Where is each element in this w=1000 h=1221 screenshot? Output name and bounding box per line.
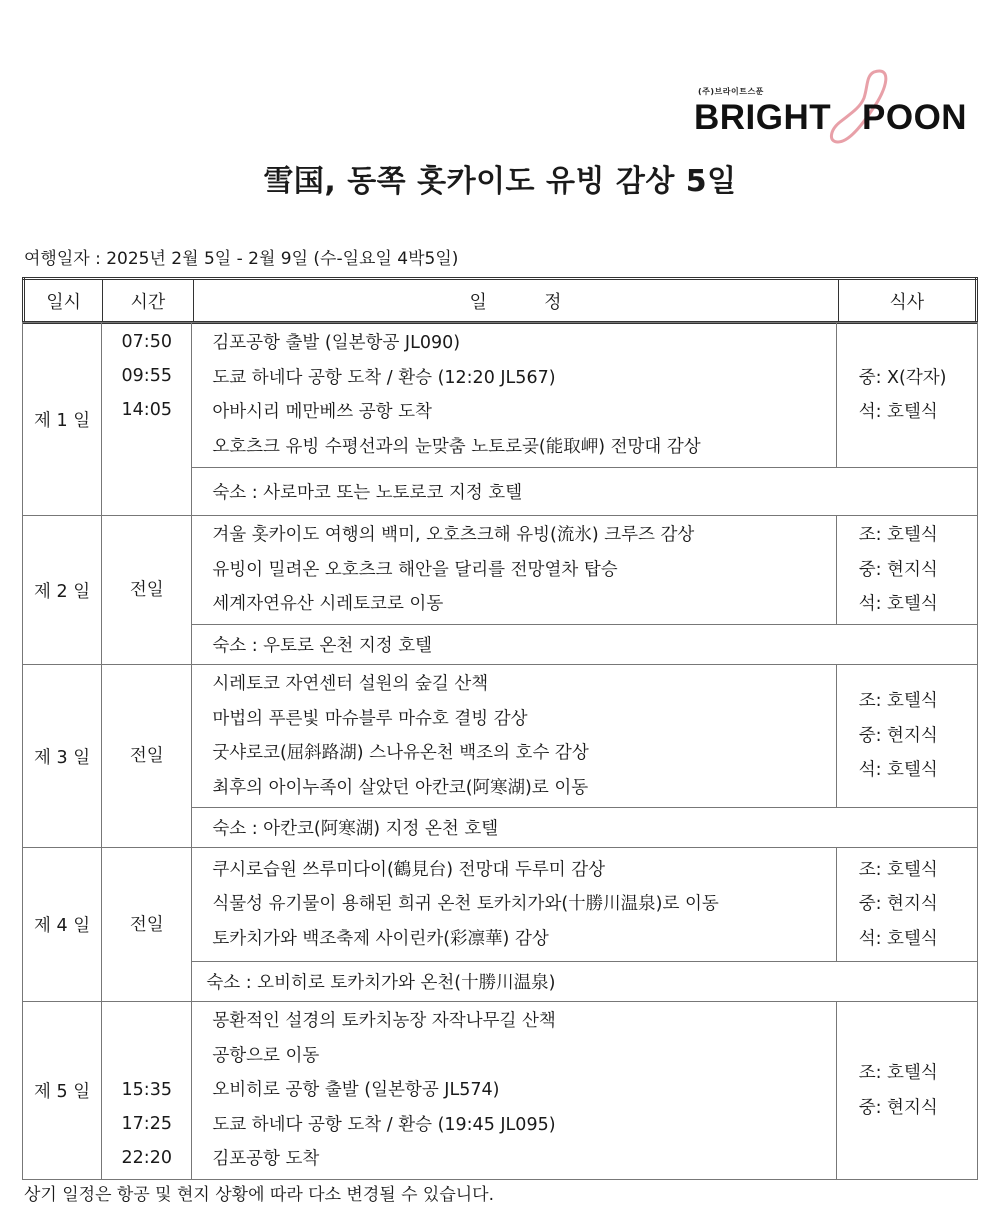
table-row bbox=[23, 516, 978, 625]
schedule-table bbox=[22, 322, 978, 1180]
list-item: 겨울 홋카이도 여행의 백미, 오호츠크해 유빙(流氷) 크루즈 감상 bbox=[212, 525, 695, 546]
meal-item: 석: 호텔식 bbox=[858, 402, 938, 422]
page-title: 雪国, 동쪽 홋카이도 유빙 감상 5일 bbox=[263, 164, 737, 199]
meal-item: 석: 호텔식 bbox=[858, 760, 938, 781]
meal-item: 중: 현지식 bbox=[858, 725, 938, 746]
table-row bbox=[23, 848, 978, 962]
day-meals bbox=[836, 848, 977, 962]
brand-word-poon: POON bbox=[862, 98, 968, 137]
brand-company-name: (주)브라이트스푼 bbox=[698, 87, 764, 96]
meal-item: 중: X(각자) bbox=[858, 367, 947, 388]
table-row bbox=[23, 665, 978, 808]
list-item: 쿠시로습원 쓰루미다이(鶴見台) 전망대 두루미 감상 bbox=[212, 859, 606, 880]
list-item: 도쿄 하네다 공항 도착 / 환승 (19:45 JL095) bbox=[212, 1114, 556, 1135]
brand-logo bbox=[692, 68, 968, 148]
list-item: 토카치가와 백조축제 사이린카(彩凛華) 감상 bbox=[212, 928, 549, 949]
list-item: 세계자연유산 시레토코로 이동 bbox=[212, 594, 444, 615]
day-items bbox=[192, 848, 836, 962]
day-label: 제 5 일 bbox=[23, 1002, 102, 1180]
day-items bbox=[192, 665, 836, 808]
day-times bbox=[102, 1002, 192, 1180]
list-item: 아바시리 메만베쓰 공항 도착 bbox=[212, 402, 432, 422]
meal-item: 조: 호텔식 bbox=[858, 859, 938, 880]
footer-note: 상기 일정은 항공 및 현지 상황에 따라 다소 변경될 수 있습니다. bbox=[24, 1185, 494, 1205]
schedule-header bbox=[22, 277, 978, 324]
header-meal: 식사 bbox=[838, 279, 976, 323]
meal-item: 중: 현지식 bbox=[858, 559, 938, 580]
meal-item: 조: 호텔식 bbox=[858, 525, 938, 546]
meal-item: 석: 호텔식 bbox=[858, 928, 938, 949]
table-row bbox=[23, 323, 978, 468]
meal-item: 조: 호텔식 bbox=[858, 691, 938, 712]
list-item: 식물성 유기물이 용해된 희귀 온천 토카치가와(十勝川温泉)로 이동 bbox=[212, 894, 719, 915]
list-item: 마법의 푸른빛 마슈블루 마슈호 결빙 감상 bbox=[212, 708, 528, 729]
day-items bbox=[192, 323, 836, 468]
header-schedule: 일 정 bbox=[193, 279, 838, 323]
meal-item: 석: 호텔식 bbox=[858, 594, 938, 615]
list-item: 유빙이 밀려온 오호츠크 해안을 달리를 전망열차 탑승 bbox=[212, 559, 618, 580]
day-items bbox=[192, 516, 836, 625]
day-times: 전일 bbox=[102, 848, 192, 1002]
meal-item: 조: 호텔식 bbox=[858, 1063, 938, 1083]
list-item: 굿샤로코(屈斜路湖) 스나유온천 백조의 호수 감상 bbox=[212, 743, 589, 763]
day-label: 제 2 일 bbox=[23, 516, 102, 665]
brand-word-bright: BRIGHT bbox=[694, 98, 832, 137]
list-item: 김포공항 도착 bbox=[212, 1149, 320, 1170]
list-item: 김포공항 출발 (일본항공 JL090) bbox=[212, 333, 461, 353]
list-item: 최후의 아이누족이 살았던 아칸코(阿寒湖)로 이동 bbox=[212, 777, 589, 798]
time-value: 15:35 bbox=[121, 1080, 172, 1100]
list-item: 오비히로 공항 출발 (일본항공 JL574) bbox=[212, 1080, 500, 1101]
day-meals bbox=[836, 516, 977, 625]
header-time: 시간 bbox=[103, 279, 193, 323]
day-label: 제 3 일 bbox=[23, 665, 102, 848]
day-meals bbox=[836, 1002, 977, 1180]
meal-item: 중: 현지식 bbox=[858, 1097, 938, 1118]
time-value: 09:55 bbox=[121, 366, 172, 386]
day-times bbox=[102, 323, 192, 516]
lodging: 숙소 : 우토로 온천 지정 호텔 bbox=[192, 625, 978, 665]
list-item: 시레토코 자연센터 설원의 숲길 산책 bbox=[212, 674, 489, 694]
list-item: 몽환적인 설경의 토카치농장 자작나무길 산책 bbox=[212, 1011, 556, 1032]
list-item: 공항으로 이동 bbox=[212, 1045, 320, 1066]
header-day: 일시 bbox=[46, 291, 81, 313]
time-value: 14:05 bbox=[121, 400, 172, 420]
time-value: 22:20 bbox=[121, 1148, 172, 1168]
lodging: 숙소 : 오비히로 토카치가와 온천(十勝川温泉) bbox=[192, 962, 978, 1002]
meal-item: 중: 현지식 bbox=[858, 894, 938, 915]
day-label: 제 1 일 bbox=[23, 323, 102, 516]
day-times: 전일 bbox=[102, 516, 192, 665]
lodging: 숙소 : 아칸코(阿寒湖) 지정 온천 호텔 bbox=[192, 808, 978, 848]
table-row bbox=[23, 1002, 978, 1180]
day-meals bbox=[836, 665, 977, 808]
time-value: 17:25 bbox=[121, 1114, 172, 1134]
lodging: 숙소 : 사로마코 또는 노토로코 지정 호텔 bbox=[192, 468, 978, 516]
list-item: 오호츠크 유빙 수평선과의 눈맞춤 노토로곶(能取岬) 전망대 감상 bbox=[212, 436, 701, 457]
day-items bbox=[192, 1002, 836, 1180]
day-meals bbox=[836, 323, 977, 468]
time-value: 07:50 bbox=[121, 332, 172, 352]
day-times: 전일 bbox=[102, 665, 192, 848]
day-label: 제 4 일 bbox=[23, 848, 102, 1002]
list-item: 도쿄 하네다 공항 도착 / 환승 (12:20 JL567) bbox=[212, 367, 556, 388]
travel-dates: 여행일자 : 2025년 2월 5일 - 2월 9일 (수-일요일 4박5일) bbox=[24, 249, 459, 269]
